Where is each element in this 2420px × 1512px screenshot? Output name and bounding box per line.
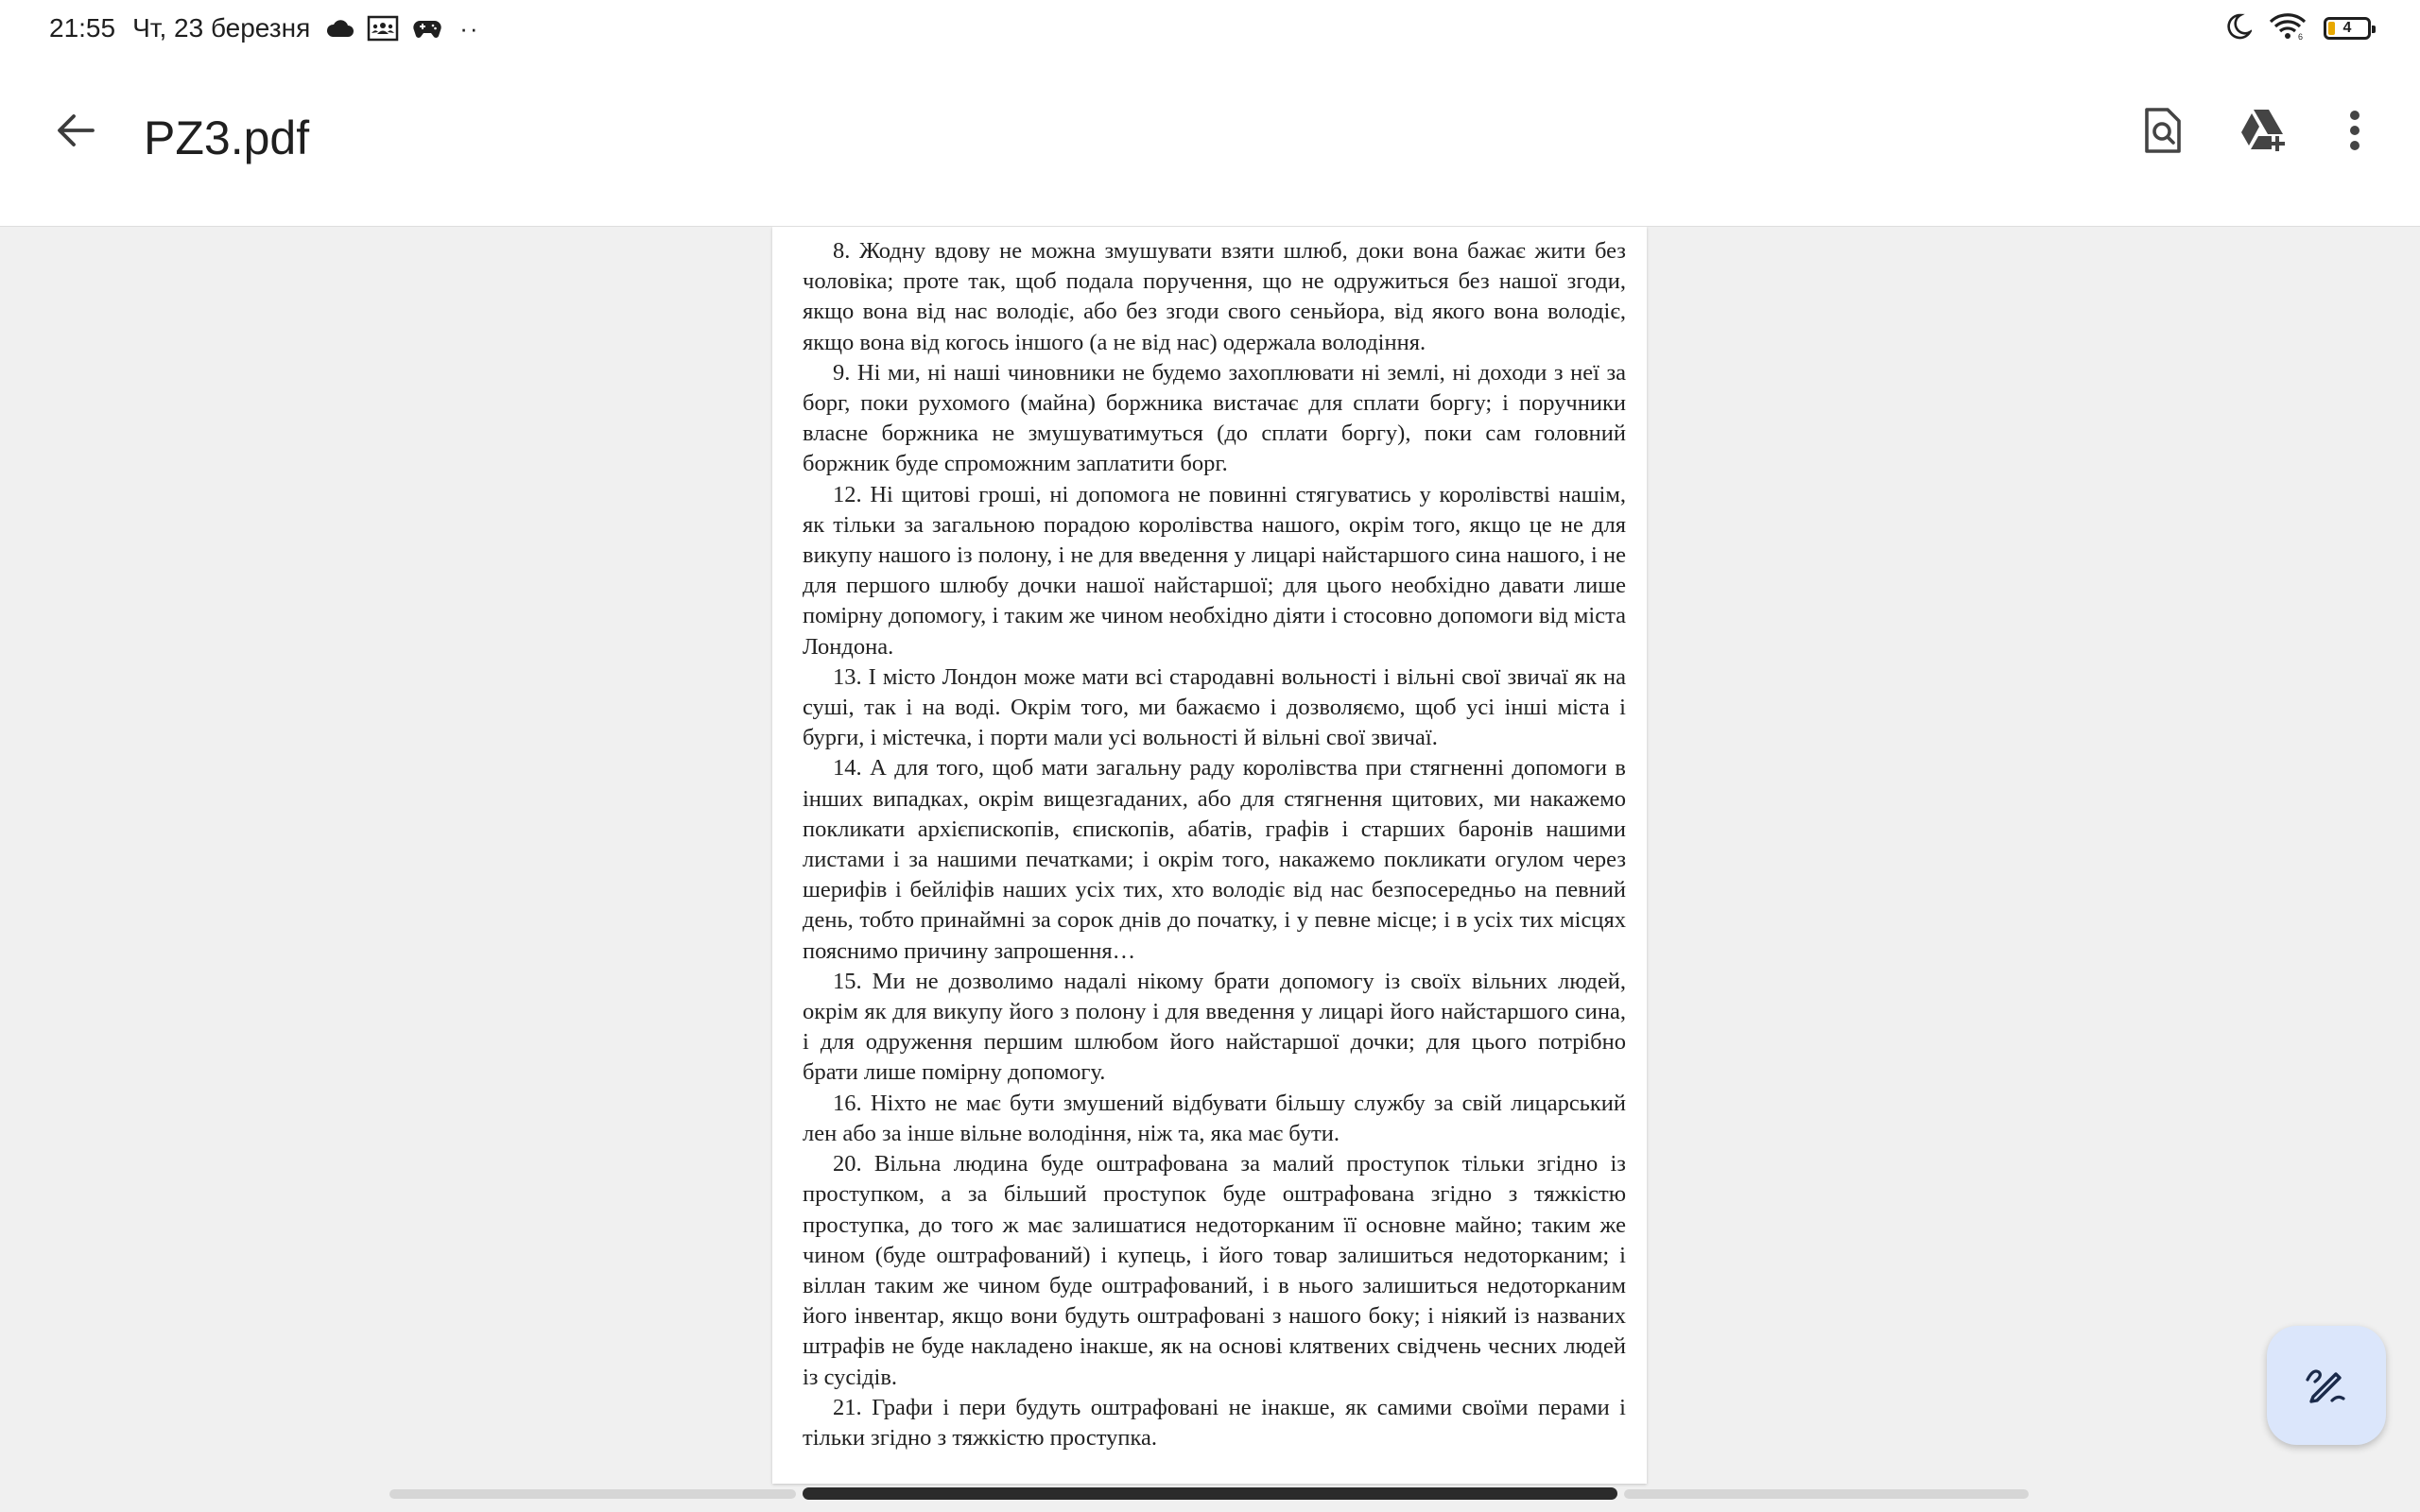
- wifi-icon: [2269, 12, 2307, 45]
- paragraph-16: 16. Ніхто не має бути змушений відбувати більшу службу за свій лицарський лен або за інше вільне володіння, ніж та, яка має бути.: [803, 1090, 1626, 1146]
- annotate-pen-icon: [2304, 1361, 2349, 1411]
- clock: 21:55: [49, 13, 116, 43]
- paragraph-14: 14. А для того, щоб мати загальну раду королівства при стягненні допомоги в інших випадках, окрім вищезгаданих, або для стягнення щитових, ми накажемо покликати архієпископів, єпископів, абатів, графів і старших баронів нашими листами і за нашими печатками; і окрім того, накажемо покликати огулом через шерифів і бейліфів наших усіх тих, хто володіє від нас безпосередньо на певний день, тобто принаймні за сорок днів до початку, і у певне місце; і в усіх тих місцях пояснимо причину запрошення…: [803, 755, 1626, 964]
- paragraph-15: 15. Ми не дозволимо надалі нікому брати допомогу із своїх вільних людей, окрім як для викупу його з полону і для введення у лицарі його найстаршого сина, і для одруження першим шлюбом його найстаршої дочки; для цього потрібно брати лише помірну допомогу.: [803, 968, 1626, 1086]
- horizontal-scroll-track[interactable]: [1624, 1489, 2029, 1499]
- classroom-icon: [367, 15, 399, 42]
- status-left: [49, 11, 480, 45]
- cloud-icon: [325, 18, 354, 39]
- find-in-document-button[interactable]: [2125, 94, 2201, 170]
- app-bar: [0, 57, 2420, 227]
- page-text: [803, 236, 1626, 1453]
- more-options-icon: [2349, 110, 2360, 156]
- paragraph-13: 13. І місто Лондон може мати всі стародавні вольності і вільні свої звичаї як на суші, так і на воді. Окрім того, ми бажаємо і дозволяємо, щоб усі інші міста і бурги, і містечка, і порти мали усі вольності й вільні свої звичаї.: [803, 663, 1626, 751]
- add-to-drive-icon: [2239, 108, 2290, 158]
- more-options-button[interactable]: [2317, 94, 2393, 170]
- horizontal-scroll-thumb[interactable]: [803, 1487, 1617, 1500]
- search-in-document-icon: [2143, 107, 2183, 159]
- paragraph-20: 20. Вільна людина буде оштрафована за малий проступок тільки згідно із проступком, а за більший проступок буде оштрафована згідно з тяжкістю проступка, до того ж має залишатися недоторканим її основне майно; таким же чином (буде оштрафований) і купець, і його товар залишиться недоторканим; і віллан таким же чином буде оштрафований, і в нього залишиться недоторканим його інвентар, якщо вони будуть оштрафовані з нашого боку; і ніякий із названих штрафів не буде накладено інакше, як на основі клятвених свідчень чесних людей із сусідів.: [803, 1151, 1626, 1390]
- svg-text:6: 6: [2298, 31, 2304, 41]
- status-bar: [0, 0, 2420, 57]
- paragraph-21: 21. Графи і пери будуть оштрафовані не інакше, як самими своїми перами і тільки згідно з тяжкістю проступка.: [803, 1394, 1626, 1451]
- add-to-drive-button[interactable]: [2227, 94, 2303, 170]
- document-title: PZ3.pdf: [144, 112, 310, 164]
- battery-icon: [2324, 17, 2371, 40]
- arrow-back-icon: [55, 112, 96, 154]
- date: Чт, 23 березня: [132, 13, 311, 43]
- status-right: [2225, 11, 2371, 45]
- horizontal-scroll-track[interactable]: [389, 1489, 796, 1499]
- gamepad-icon: [412, 17, 442, 40]
- moon-icon: [2225, 12, 2252, 45]
- battery-level: 4: [2342, 20, 2352, 36]
- annotate-button[interactable]: [2267, 1326, 2386, 1445]
- paragraph-8: 8. Жодну вдову не можна змушувати взяти шлюб, доки вона бажає жити без чоловіка; проте так, щоб подала поручення, що не одружиться без нашої згоди, якщо вона від нас володіє, або без згоди свого сеньйора, від якого вона володіє, якщо вона від когось іншого (а не від нас) одержала володіння.: [803, 238, 1626, 355]
- back-button[interactable]: [42, 98, 110, 166]
- notification-icons: [325, 14, 479, 43]
- pdf-page[interactable]: [772, 227, 1647, 1484]
- paragraph-12: 12. Ні щитові гроші, ні допомога не повинні стягуватись у королівстві нашім, як тільки за загальною порадою королівства нашого, окрім того, якщо це не для викупу нашого із полону, і не для введення у лицарі найстаршого сина нашого, і не для першого шлюбу дочки нашої найстаршої; для цього необхідно давати лише помірну допомогу, і таким же чином необхідно діяти і стосовно допомоги від міста Лондона.: [803, 481, 1626, 660]
- pdf-viewer[interactable]: [0, 227, 2420, 1512]
- paragraph-9: 9. Ні ми, ні наші чиновники не будемо захоплювати ні землі, ні доходи з неї за борг, поки рухомого (майна) боржника вистачає для сплати боргу; і поручники власне боржника не змушуватимуться (до сплати боргу), поки сам головний боржник буде спроможним заплатити борг.: [803, 359, 1626, 477]
- more-notifications-indicator: ··: [459, 13, 480, 43]
